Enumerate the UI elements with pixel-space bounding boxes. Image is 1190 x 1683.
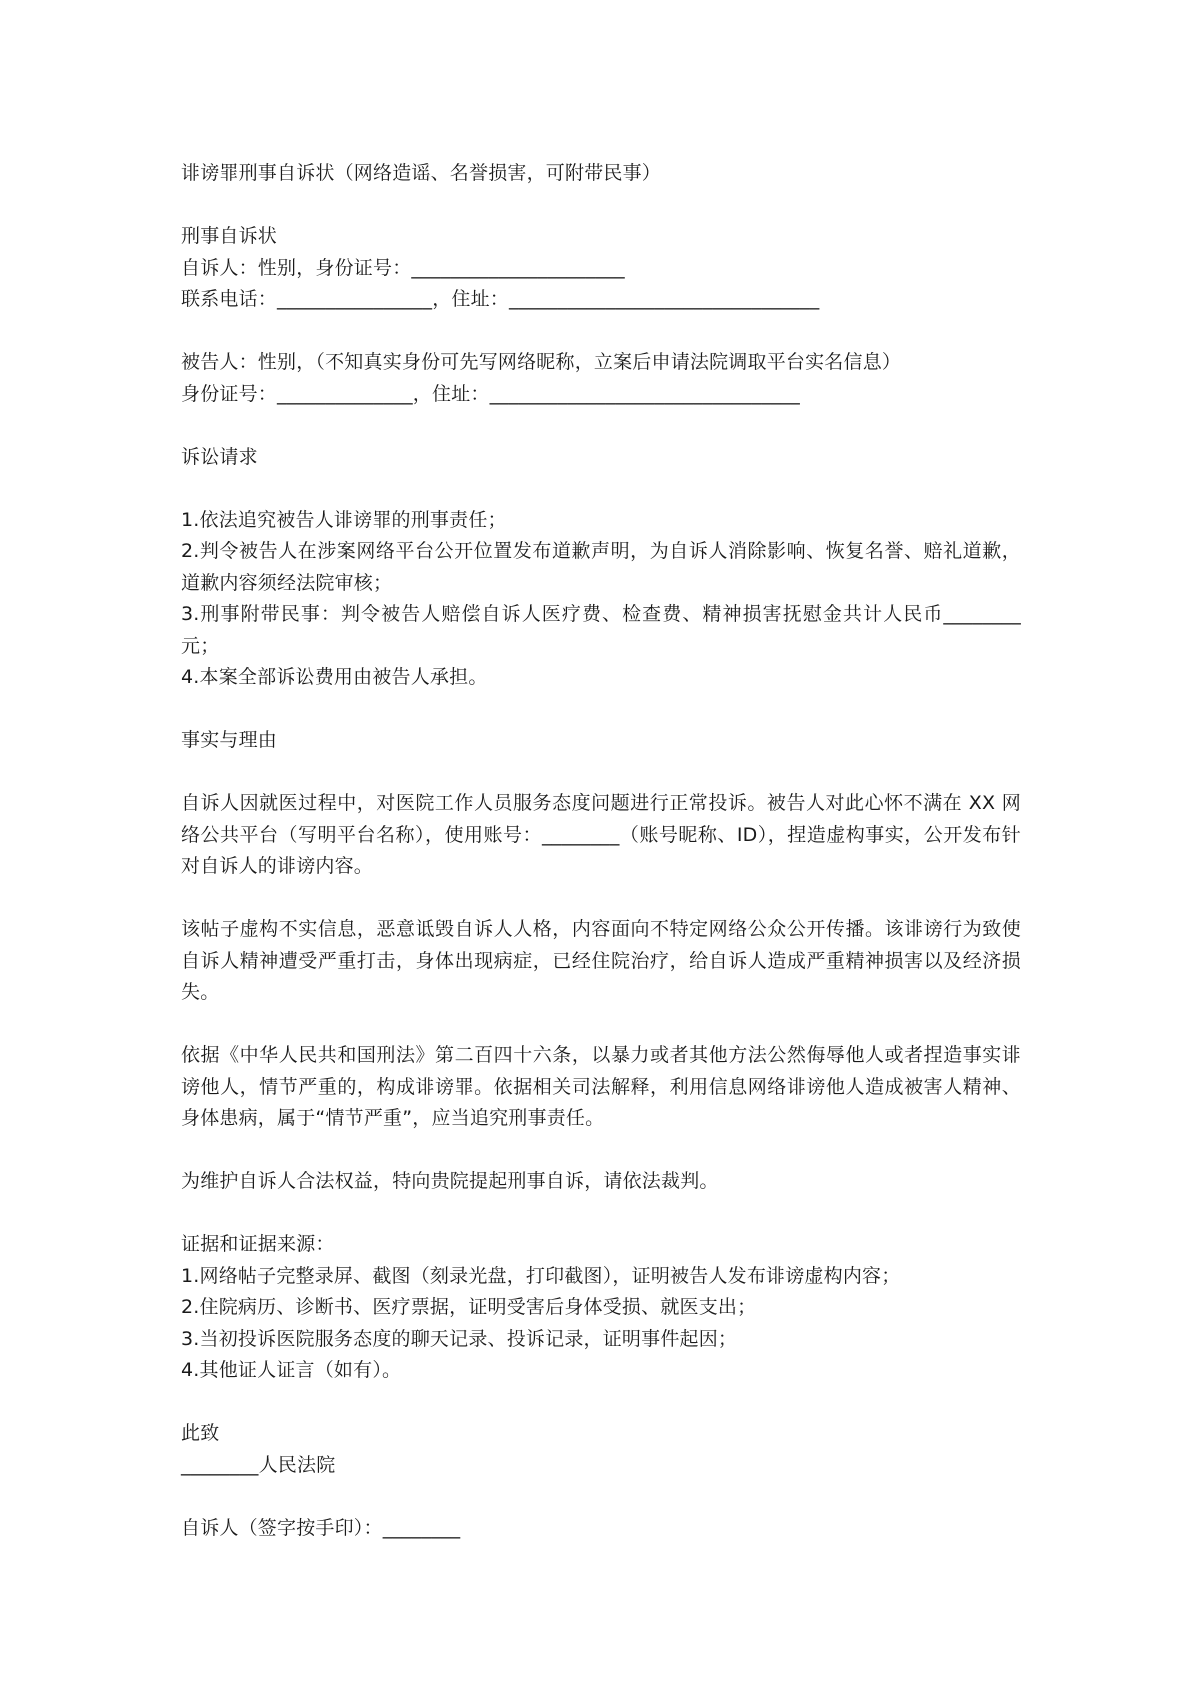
claim-item: 1.依法追究被告人诽谤罪的刑事责任； — [181, 508, 507, 531]
evidence-item: 1.网络帖子完整录屏、截图（刻录光盘，打印截图），证明被告人发布诽谤虚构内容； — [181, 1264, 901, 1287]
court-name-line: ________人民法院 — [181, 1453, 336, 1476]
document-title: 诽谤罪刑事自诉状（网络造谣、名誉损害，可附带民事） — [181, 162, 662, 184]
evidence-item: 3.当初投诉医院服务态度的聊天记录、投诉记录，证明事件起因； — [181, 1327, 738, 1350]
signature-line: 自诉人（签字按手印）：________ — [181, 1516, 461, 1539]
evidence-heading: 证据和证据来源： — [181, 1233, 335, 1255]
defendant-line-1: 被告人：性别，（不知真实身份可先写网络昵称，立案后申请法院调取平台实名信息） — [181, 351, 902, 373]
claims-heading: 诉讼请求 — [181, 445, 258, 468]
plaintiff-line-1: 自诉人：性别，身份证号：______________________ — [181, 256, 625, 279]
facts-paragraph: 依据《中华人民共和国刑法》第二百四十六条，以暴力或者其他方法公然侮辱他人或者捏造事实诽谤他人，情节严重的，构成诽谤罪。依据相关司法解释，利用信息网络诽谤他人造成被害人精神、身体患病，属于“情节严重”，应当追究刑事责任。 — [181, 1044, 1021, 1129]
claim-item: 3.刑事附带民事：判令被告人赔偿自诉人医疗费、检查费、精神损害抚慰金共计人民币________元； — [181, 603, 1021, 657]
claim-item: 4.本案全部诉讼费用由被告人承担。 — [181, 666, 488, 688]
defendant-line-2: 身份证号：______________，住址：________________________________ — [181, 382, 801, 405]
evidence-item: 4.其他证人证言（如有）。 — [181, 1359, 402, 1381]
facts-paragraph: 该帖子虚构不实信息，恶意诋毁自诉人人格，内容面向不特定网络公众公开传播。该诽谤行为致使自诉人精神遭受严重打击，身体出现病症，已经住院治疗，给自诉人造成严重精神损害以及经济损失。 — [181, 918, 1021, 1003]
claim-item: 2.判令被告人在涉案网络平台公开位置发布道歉声明，为自诉人消除影响、恢复名誉、赔礼道歉，道歉内容须经法院审核； — [181, 540, 1021, 594]
facts-heading: 事实与理由 — [181, 729, 278, 751]
evidence-item: 2.住院病历、诊断书、医疗票据，证明受害后身体受损、就医支出； — [181, 1296, 757, 1318]
plaintiff-line-2: 联系电话：________________，住址：________________________________ — [181, 288, 820, 310]
facts-paragraph: 为维护自诉人合法权益，特向贵院提起刑事自诉，请依法裁判。 — [181, 1170, 719, 1192]
document-heading: 刑事自诉状 — [181, 225, 278, 247]
facts-paragraph: 自诉人因就医过程中，对医院工作人员服务态度问题进行正常投诉。被告人对此心怀不满在 XX 网络公共平台（写明平台名称），使用账号：________（账号昵称、ID），捏造虚构事实，公开发布针对自诉人的诽谤内容。 — [181, 792, 1021, 877]
closing-salutation: 此致 — [181, 1422, 220, 1444]
document-page — [181, 158, 1021, 1544]
